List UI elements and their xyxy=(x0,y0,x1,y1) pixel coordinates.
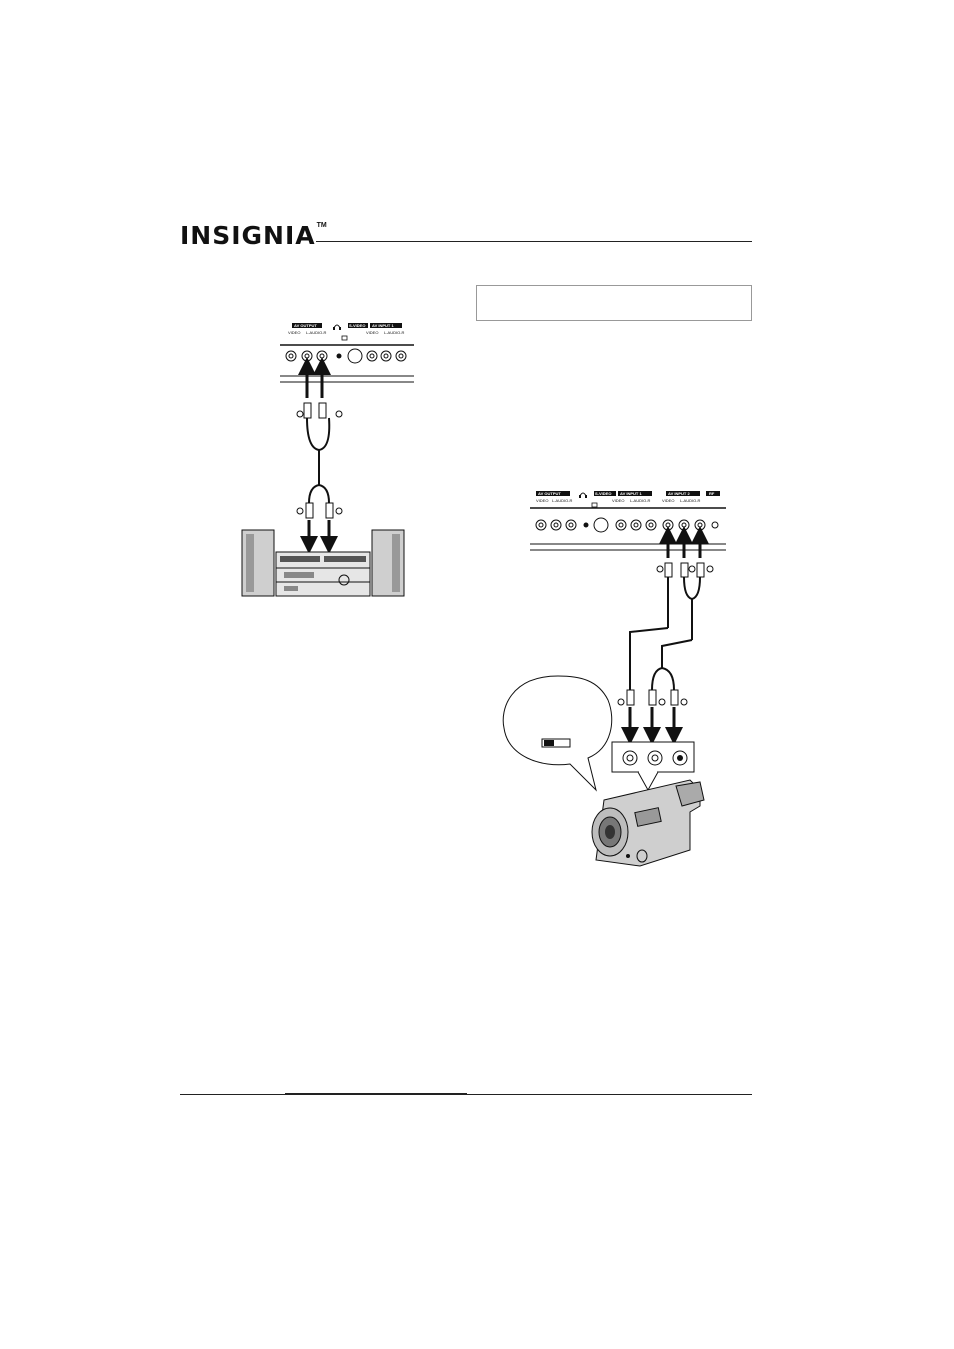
headphone-icon xyxy=(333,325,341,330)
label-l-audio-r: L-AUDIO-R xyxy=(306,330,327,335)
right-av-cable xyxy=(618,535,713,736)
left-tv-panel xyxy=(280,323,414,382)
tag-av-output: AV OUTPUT xyxy=(538,491,561,496)
label-video-3: VIDEO xyxy=(662,498,675,503)
tag-av-input-1: AV INPUT 1 xyxy=(620,491,642,496)
logo-text: INSIGNIA xyxy=(180,221,316,250)
label-video: VIDEO xyxy=(536,498,549,503)
tag-av-input-1: AV INPUT 1 xyxy=(372,323,394,328)
right-tv-panel xyxy=(530,491,726,550)
tag-s-video: S-VIDEO xyxy=(595,491,612,496)
label-video: VIDEO xyxy=(288,330,301,335)
label-l-audio-r: L-AUDIO-R xyxy=(552,498,573,503)
label-video-2: VIDEO xyxy=(612,498,625,503)
tag-s-video: S-VIDEO xyxy=(349,323,366,328)
left-audio-cable xyxy=(297,366,342,545)
footer-rule-accent xyxy=(285,1093,467,1095)
switch-callout xyxy=(503,676,612,790)
camcorder-icon xyxy=(592,780,704,866)
tag-av-output: AV OUTPUT xyxy=(294,323,317,328)
label-l-audio-r-2: L-AUDIO-R xyxy=(384,330,405,335)
label-l-audio-r-2: L-AUDIO-R xyxy=(630,498,651,503)
tag-rf: RF xyxy=(709,491,715,496)
logo-trademark: TM xyxy=(316,222,327,229)
label-l-audio-r-3: L-AUDIO-R xyxy=(680,498,701,503)
headphone-icon xyxy=(579,493,587,498)
tag-av-input-2: AV INPUT 2 xyxy=(668,491,690,496)
label-video-2: VIDEO xyxy=(366,330,379,335)
stereo-system-icon xyxy=(242,530,404,596)
